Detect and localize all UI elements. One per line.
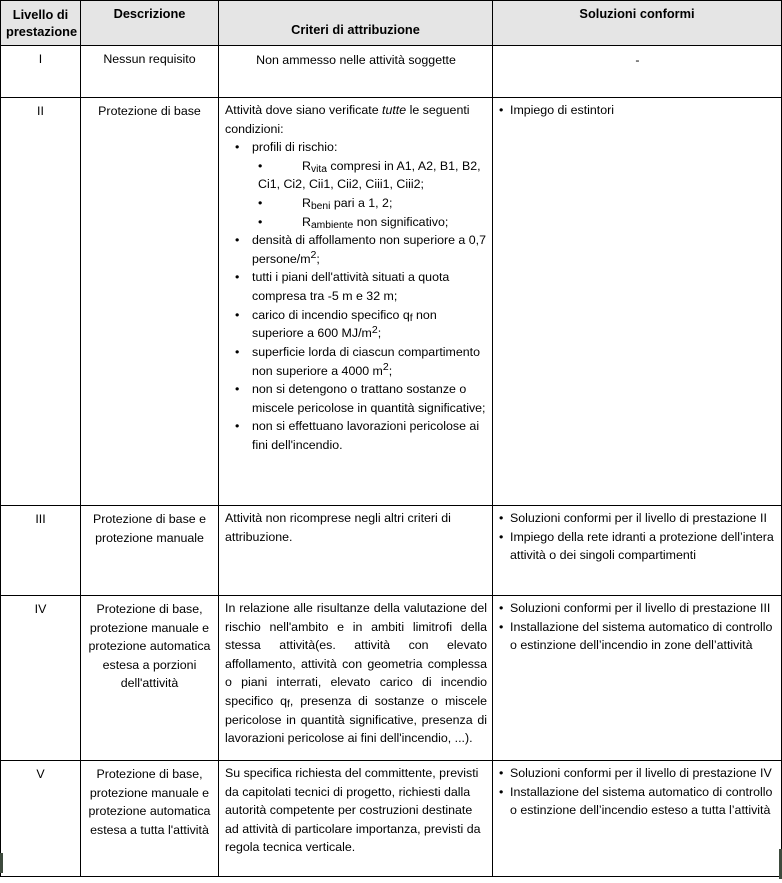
criteria-bullet-item: • non si detengono o trattano sostanze o miscele pericolose in quantità significative; [235, 380, 487, 417]
criteria-paragraph: Non ammesso nelle attività soggette [256, 53, 456, 67]
solutions-cell [493, 98, 782, 506]
bullet-icon: • [258, 158, 263, 173]
criteria-bullet-item: • $R_{ambiente}$ non significativo; [258, 214, 449, 231]
criteria-paragraph: Attività dove siano verificate tutte le seguenti condizioni: [225, 103, 470, 136]
solutions-cell [493, 596, 782, 761]
table-row-level-III [1, 506, 782, 596]
solution-item: • Soluzioni conformi per il livello di prestazione II [498, 509, 777, 528]
level-cell: III [1, 506, 81, 596]
description-cell: Nessun requisito [81, 46, 219, 98]
criteria-bullet-item: • superficie lorda di ciascun compartimento non superiore a 4000 $m^2$; [235, 343, 487, 380]
level-cell: I [1, 46, 81, 98]
column-header-description: Descrizione [81, 1, 219, 46]
criteria-bullet-item: • $R_{vita}$ compresi in A1, A2, B1, B2, Ci1, Ci2, Cii1, Cii2, Ciii1, Ciii2; [258, 158, 481, 192]
description-cell: Protezione di base e protezione manuale [81, 506, 219, 596]
criteria-cell [219, 596, 493, 761]
solutions-cell [493, 46, 782, 98]
solution-item: • Installazione del sistema automatico di controllo o estinzione dell’incendio esteso a tutta l’attività [498, 783, 777, 820]
scan-artifact-left [0, 853, 3, 873]
column-header-criteria: Criteri di attribuzione [219, 1, 493, 46]
solution-item: • Soluzioni conformi per il livello di prestazione III [498, 599, 777, 618]
level-cell: II [1, 98, 81, 506]
column-header-solutions: Soluzioni conformi [493, 1, 782, 46]
level-cell: V [1, 761, 81, 877]
bullet-icon: • [258, 214, 263, 229]
solution-item: • Impiego di estintori [498, 101, 777, 120]
criteria-bullet-item: • profili di rischio: [235, 138, 487, 157]
header-row [1, 1, 782, 46]
criteria-bullet-item: • densità di affollamento non superiore a 0,7 persone/$m^2$; [235, 231, 487, 268]
solutions-placeholder: - [635, 53, 640, 67]
criteria-bullet-item: • tutti i piani dell'attività situati a quota compresa tra -5 m e 32 m; [235, 268, 487, 305]
solution-item: • Installazione del sistema automatico di controllo o estinzione dell’incendio in zone dell’attività [498, 618, 777, 655]
column-header-level: Livello di prestazione [1, 1, 81, 46]
table-body [1, 46, 782, 877]
table-row-level-I [1, 46, 782, 98]
criteria-paragraph: In relazione alle risultanze della valutazione del rischio nell'ambito e in ambiti limitrofi della stessa attività(es. attività con elevato affollamento, attività con geometria complessa o piani interrati, elevato carico di incendio specifico $q_f$, presenza di sostanze o miscele pericolose in quantità significative, presenza di lavorazioni pericolose ai fini dell'incendio, ...). [225, 601, 487, 746]
description-cell: Protezione di base, protezione manuale e protezione automatica estesa a tutta l'attività [81, 761, 219, 877]
criteria-cell [219, 98, 493, 506]
criteria-bullet-item: • non si effettuano lavorazioni pericolose ai fini dell'incendio. [235, 417, 487, 454]
criteria-bullet-item: • $R_{beni}$ pari a 1, 2; [258, 196, 393, 213]
description-cell: Protezione di base [81, 98, 219, 506]
description-cell: Protezione di base, protezione manuale e protezione automatica estesa a porzioni dell'attività [81, 596, 219, 761]
table-head [1, 1, 782, 46]
solutions-cell [493, 506, 782, 596]
level-cell: IV [1, 596, 81, 761]
criteria-paragraph: Attività non ricomprese negli altri criteri di attribuzione. [225, 511, 451, 544]
table-row-level-IV [1, 596, 782, 761]
criteria-cell [219, 46, 493, 98]
criteria-bullet-item: • carico di incendio specifico $q_f$ non superiore a 600 $MJ/m^2$; [235, 306, 487, 343]
bullet-icon: • [258, 196, 263, 211]
table-row-level-II [1, 98, 782, 506]
solution-item: • Impiego della rete idranti a protezione dell’intera attività o dei singoli compartimenti [498, 528, 777, 565]
solutions-cell [493, 761, 782, 877]
criteria-cell [219, 761, 493, 877]
table-row-level-V [1, 761, 782, 877]
solution-item: • Soluzioni conformi per il livello di prestazione IV [498, 764, 777, 783]
criteria-paragraph: Su specifica richiesta del committente, previsti da capitolati tecnici di progetto, richiesti dalla autorità competente per costruzioni destinate ad attività di particolare importanza, previsti da regola tecnica verticale. [225, 766, 481, 855]
criteria-cell [219, 506, 493, 596]
